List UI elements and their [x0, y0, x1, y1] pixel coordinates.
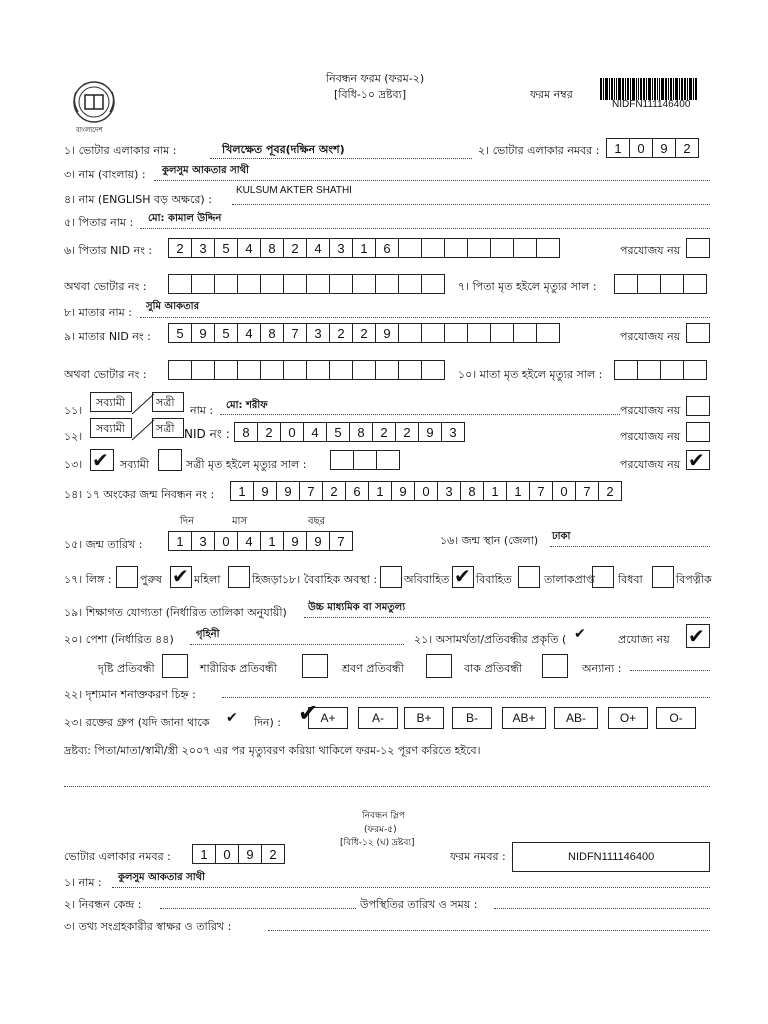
or-voter-no-label: অথবা ভোটার নং :	[64, 368, 147, 381]
digit-cell[interactable]: 3	[441, 422, 465, 442]
not-applicable-label: পরযোজয নয়	[620, 330, 681, 343]
q1-value[interactable]: খিলক্ষেত পূবর(দক্ষিন অংশ)	[222, 143, 345, 156]
hearing-disability-label: শ্রবণ প্রতিবন্ধী	[342, 662, 404, 675]
form-title: নিবন্ধন ফরম (ফরম-২)	[326, 72, 425, 85]
digit-cell[interactable]: 5	[168, 323, 192, 343]
q17-label: ১৭। লিঙ্গ :	[64, 573, 112, 586]
blood-group-option[interactable]: AB+	[502, 707, 546, 729]
emblem-logo	[64, 78, 124, 132]
digit-cell[interactable]: 8	[460, 481, 484, 501]
note-text: দ্রষ্টব্য: পিতা/মাতা/স্বামী/স্ত্রী ২০০৭ এর পর মৃত্যুবরণ করিয়া থাকিলে ফরম-১২ পূরণ করিতে হইবে।	[64, 744, 481, 757]
dob-digit[interactable]: 7	[329, 531, 353, 551]
male-checkbox[interactable]	[116, 566, 138, 588]
check-icon: ✔	[92, 448, 109, 472]
digit-cell[interactable]: 1	[368, 481, 392, 501]
digit-cell[interactable]: 8	[349, 422, 373, 442]
year-cell[interactable]	[660, 274, 684, 294]
year-cell[interactable]	[614, 274, 638, 294]
check-icon: ✔	[688, 624, 705, 648]
widow-checkbox[interactable]	[592, 566, 614, 588]
digit-cell[interactable]	[513, 238, 537, 258]
q23-tail: দিন) :	[254, 716, 281, 729]
slip-form-no: NIDFN111146400	[568, 851, 655, 863]
q2-label: ২। ভোটার এলাকার নমবর :	[478, 144, 600, 157]
logo-text: বাংলাদেশ	[76, 126, 103, 134]
digit-cell[interactable]	[421, 360, 445, 380]
female-label: মহিলা	[194, 573, 221, 586]
slip-name-value[interactable]: কুলসুম আকতার সাথী	[118, 872, 205, 883]
digit-cell[interactable]	[375, 274, 399, 294]
father-na-checkbox[interactable]	[686, 238, 710, 258]
digit-cell[interactable]: 7	[299, 481, 323, 501]
q5-value[interactable]: মো: কামাল উদ্দিন	[148, 213, 222, 224]
digit-cell[interactable]: 8	[234, 422, 258, 442]
divorced-checkbox[interactable]	[518, 566, 540, 588]
digit-cell[interactable]: 6	[375, 238, 399, 258]
slip-title: নিবন্ধন স্লিপ	[362, 811, 405, 821]
digit-cell[interactable]	[375, 360, 399, 380]
year-cell[interactable]	[637, 274, 661, 294]
digit-cell[interactable]: 2	[395, 422, 419, 442]
year-cell[interactable]	[637, 360, 661, 380]
physical-disability-checkbox[interactable]	[302, 654, 328, 678]
mother-nid-grid	[168, 323, 559, 343]
digit-cell[interactable]	[536, 238, 560, 258]
q16-value[interactable]: ঢাকা	[552, 531, 571, 542]
digit-cell[interactable]	[214, 274, 238, 294]
q22-label: ২২। দৃশ্যমান শনাক্তকরণ চিহ্ন :	[64, 688, 196, 701]
hijra-checkbox[interactable]	[228, 566, 250, 588]
digit-cell[interactable]	[467, 323, 491, 343]
digit-cell[interactable]	[260, 360, 284, 380]
digit-cell[interactable]	[490, 323, 514, 343]
q3-value[interactable]: কুলসুম আকতার সাথী	[162, 165, 249, 176]
digit-cell[interactable]	[329, 360, 353, 380]
speech-disability-checkbox[interactable]	[542, 654, 568, 678]
q19-value[interactable]: উচ্চ মাধ্যমিক বা সমতুল্য	[308, 602, 406, 613]
dob-day-label: দিন	[180, 516, 195, 527]
other-disability-label: অন্যান্য :	[582, 662, 622, 675]
father-death-year-grid	[614, 274, 706, 294]
digit-cell[interactable]: 2	[257, 422, 281, 442]
digit-cell[interactable]: 2	[598, 481, 622, 501]
physical-disability-label: শারীরিক প্রতিবন্ধী	[200, 662, 277, 675]
widower-checkbox[interactable]	[652, 566, 674, 588]
slip-form-no-label: ফরম নমবর :	[450, 850, 506, 863]
digit-cell[interactable]: 5	[214, 323, 238, 343]
check-icon: ✔	[454, 564, 471, 588]
digit-cell[interactable]	[398, 323, 422, 343]
digit-cell[interactable]	[191, 274, 215, 294]
digit-cell[interactable]: 0	[552, 481, 576, 501]
mother-voter-grid	[168, 360, 444, 380]
digit-cell[interactable]	[467, 238, 491, 258]
slip-form: (ফরম-৫)	[364, 825, 397, 835]
digit-cell[interactable]	[168, 360, 192, 380]
dob-year-label: বছর	[308, 516, 326, 527]
not-applicable-label: পরযোজয নয়	[620, 404, 681, 417]
mother-na-checkbox[interactable]	[686, 323, 710, 343]
not-applicable-label: পরযোজয নয়	[620, 244, 681, 257]
q21-na-label: প্রযোজ্য নয়	[618, 633, 670, 646]
q20-value[interactable]: গৃহিনী	[196, 629, 220, 640]
q21-label: ২১। অসামর্থতা/প্রতিবন্ধীর প্রকৃতি (	[414, 633, 567, 646]
wife-label: সত্রী	[156, 396, 175, 409]
check-icon: ✔	[298, 699, 319, 727]
digit-cell[interactable]: 2	[372, 422, 396, 442]
digit-cell[interactable]: 1	[230, 481, 254, 501]
husband-label: সব্যামী	[96, 396, 126, 409]
slip-rule: [বিধি-১২ (ঘ) দ্রষ্টব্য]	[340, 838, 415, 848]
q13-husband-label: সব্যামী	[120, 458, 150, 471]
form-number-label: ফরম নম্বর	[530, 88, 573, 101]
blood-group-option[interactable]: B-	[452, 707, 492, 729]
digit-cell[interactable]	[398, 238, 422, 258]
or-voter-no-label: অথবা ভোটার নং :	[64, 280, 147, 293]
q1-label: ১। ভোটার এলাকার নাম :	[64, 144, 177, 157]
slip-name-label: ১। নাম :	[64, 876, 102, 889]
dob-digit[interactable]: 9	[283, 531, 307, 551]
digit-cell[interactable]	[283, 274, 307, 294]
digit-cell[interactable]	[490, 238, 514, 258]
q5-label: ৫। পিতার নাম :	[64, 216, 134, 229]
year-cell[interactable]	[376, 450, 400, 470]
area-digit[interactable]: 1	[192, 844, 216, 864]
q11-value[interactable]: মো: শরীফ	[226, 400, 268, 411]
digit-cell[interactable]: 2	[322, 481, 346, 501]
digit-cell[interactable]	[421, 274, 445, 294]
digit-cell[interactable]	[329, 274, 353, 294]
q18-label: ১৮। বৈবাহিক অবস্থা :	[282, 573, 378, 586]
digit-cell[interactable]: 5	[326, 422, 350, 442]
digit-cell[interactable]: 9	[276, 481, 300, 501]
barcode-text: NIDFN111146400	[612, 99, 691, 110]
digit-cell[interactable]: 2	[283, 238, 307, 258]
digit-cell[interactable]	[352, 274, 376, 294]
not-applicable-label: পরযোজয নয়	[620, 430, 681, 443]
digit-cell[interactable]	[444, 323, 468, 343]
dob-digit[interactable]: 9	[306, 531, 330, 551]
married-label: বিবাহিত	[476, 573, 512, 586]
spouse-nid-grid	[234, 422, 464, 442]
q12-label: ১২।	[64, 430, 83, 443]
digit-cell[interactable]	[214, 360, 238, 380]
digit-cell[interactable]: 9	[375, 323, 399, 343]
visual-disability-label: দৃষ্টি প্রতিবন্ধী	[98, 662, 155, 675]
husband-label: সব্যামী	[96, 422, 126, 435]
digit-cell[interactable]	[168, 274, 192, 294]
q23-label: ২৩। রক্তের গ্রুপ (যদি জানা থাকে	[64, 716, 210, 729]
digit-cell[interactable]: 7	[529, 481, 553, 501]
area-number-grid	[606, 138, 698, 158]
digit-cell[interactable]	[536, 323, 560, 343]
hearing-disability-checkbox[interactable]	[426, 654, 452, 678]
unmarried-label: অবিবাহিত	[404, 573, 450, 586]
digit-cell[interactable]: 1	[506, 481, 530, 501]
digit-cell[interactable]: 4	[237, 238, 261, 258]
wife-label: সত্রী	[156, 422, 175, 435]
visual-disability-checkbox[interactable]	[162, 654, 188, 678]
dob-grid	[168, 531, 352, 551]
speech-disability-label: বাক প্রতিবন্ধী	[464, 662, 523, 675]
digit-cell[interactable]: 1	[483, 481, 507, 501]
digit-cell[interactable]: 9	[253, 481, 277, 501]
slip-area-grid	[192, 844, 284, 864]
digit-cell[interactable]	[513, 323, 537, 343]
q15-label: ১৫। জন্ম তারিখ :	[64, 538, 143, 551]
q11-label: ১১।	[64, 404, 83, 417]
digit-cell[interactable]: 5	[214, 238, 238, 258]
name-label: নাম :	[190, 404, 214, 417]
q4-label: ৪। নাম (ENGLISH বড় অক্ষরে) :	[64, 193, 212, 206]
dob-digit[interactable]: 1	[168, 531, 192, 551]
dob-digit[interactable]: 3	[191, 531, 215, 551]
dob-digit[interactable]: 0	[214, 531, 238, 551]
digit-cell[interactable]: 9	[191, 323, 215, 343]
digit-cell[interactable]: 3	[306, 323, 330, 343]
digit-cell[interactable]	[421, 323, 445, 343]
not-applicable-label: পরযোজয নয়	[620, 458, 681, 471]
year-cell[interactable]	[614, 360, 638, 380]
area-digit[interactable]: 0	[629, 138, 653, 158]
digit-cell[interactable]	[237, 274, 261, 294]
father-nid-grid	[168, 238, 559, 258]
digit-cell[interactable]: 3	[329, 238, 353, 258]
digit-cell[interactable]: 9	[418, 422, 442, 442]
digit-cell[interactable]: 6	[345, 481, 369, 501]
blood-group-option[interactable]: A+	[308, 707, 348, 729]
blood-group-option[interactable]: AB-	[554, 707, 598, 729]
digit-cell[interactable]	[352, 360, 376, 380]
year-cell[interactable]	[683, 274, 707, 294]
digit-cell[interactable]: 2	[168, 238, 192, 258]
year-cell[interactable]	[353, 450, 377, 470]
barcode	[600, 78, 715, 100]
mother-death-year-grid	[614, 360, 706, 380]
check-icon: ✔	[172, 564, 189, 588]
q14-label: ১৪। ১৭ অংকের জন্ম নিবন্ধন নং :	[64, 488, 215, 501]
q3-label: ৩। নাম (বাংলায়) :	[64, 168, 146, 181]
birth-reg-grid	[230, 481, 621, 501]
spouse-na-checkbox[interactable]	[686, 396, 710, 416]
area-digit[interactable]: 2	[261, 844, 285, 864]
digit-cell[interactable]	[306, 274, 330, 294]
digit-cell[interactable]: 2	[352, 323, 376, 343]
spouse-death-year-grid	[330, 450, 399, 470]
year-cell[interactable]	[683, 360, 707, 380]
year-cell[interactable]	[660, 360, 684, 380]
spouse-nid-na-checkbox[interactable]	[686, 422, 710, 442]
digit-cell[interactable]	[237, 360, 261, 380]
digit-cell[interactable]	[398, 274, 422, 294]
digit-cell[interactable]	[260, 274, 284, 294]
q19-label: ১৯। শিক্ষাগত যোগ্যতা (নির্ধারিত তালিকা অনুযায়ী)	[64, 606, 287, 619]
check-icon: ✔	[688, 448, 705, 472]
q13-text: সত্রী মৃত হইলে মৃত্যুর সাল :	[186, 458, 307, 471]
dob-digit[interactable]: 1	[260, 531, 284, 551]
q13-label: ১৩।	[64, 458, 83, 471]
q16-label: ১৬। জন্ম স্থান (জেলা)	[440, 534, 539, 547]
q6-label: ৬। পিতার NID নং :	[64, 244, 153, 257]
digit-cell[interactable]: 2	[329, 323, 353, 343]
area-digit[interactable]: 2	[675, 138, 699, 158]
male-label: পুরুষ	[140, 573, 162, 586]
year-cell[interactable]	[330, 450, 354, 470]
father-voter-grid	[168, 274, 444, 294]
slip-sign-label: ৩। তথ্য সংগ্রহকারীর স্বাক্ষর ও তারিখ :	[64, 920, 232, 933]
digit-cell[interactable]: 8	[260, 323, 284, 343]
blood-group-option[interactable]: B+	[404, 707, 444, 729]
digit-cell[interactable]: 0	[414, 481, 438, 501]
area-digit[interactable]: 1	[606, 138, 630, 158]
slip-presence-label: উপস্থিতির তারিখ ও সময় :	[360, 898, 478, 911]
area-digit[interactable]: 9	[238, 844, 262, 864]
digit-cell[interactable]: 3	[437, 481, 461, 501]
digit-cell[interactable]	[191, 360, 215, 380]
digit-cell[interactable]: 4	[237, 323, 261, 343]
digit-cell[interactable]: 9	[391, 481, 415, 501]
digit-cell[interactable]: 3	[191, 238, 215, 258]
widower-label: বিপত্নীক	[676, 573, 712, 586]
slip-center-label: ২। নিবন্ধন কেন্দ্র :	[64, 898, 142, 911]
digit-cell[interactable]	[306, 360, 330, 380]
area-digit[interactable]: 0	[215, 844, 239, 864]
q8-value[interactable]: সুমি আকতার	[146, 301, 200, 312]
q13-wife-checkbox[interactable]	[158, 449, 182, 471]
blood-group-option[interactable]: O+	[608, 707, 648, 729]
q20-label: ২০। পেশা (নির্ধারিত ৪৪)	[64, 633, 174, 646]
check-icon: ✔	[574, 626, 586, 642]
digit-cell[interactable]: 1	[352, 238, 376, 258]
digit-cell[interactable]: 4	[306, 238, 330, 258]
digit-cell[interactable]: 0	[280, 422, 304, 442]
area-digit[interactable]: 9	[652, 138, 676, 158]
blood-group-option[interactable]: A-	[358, 707, 398, 729]
divorced-label: তালাকপ্রাপ্ত	[544, 573, 595, 586]
widow-label: বিধবা	[618, 573, 643, 586]
q4-value[interactable]: KULSUM AKTER SHATHI	[236, 185, 352, 196]
digit-cell[interactable]	[398, 360, 422, 380]
digit-cell[interactable]: 8	[260, 238, 284, 258]
hijra-label: হিজড়া	[252, 573, 282, 586]
form-subtitle: [বিধি-১০ দ্রষ্টব্য]	[334, 88, 407, 101]
digit-cell[interactable]: 4	[303, 422, 327, 442]
slip-area-label: ভোটার এলাকার নমবর :	[64, 850, 171, 863]
blood-group-option[interactable]: O-	[656, 707, 696, 729]
unmarried-checkbox[interactable]	[380, 566, 402, 588]
check-icon: ✔	[226, 710, 238, 726]
dob-month-label: মাস	[232, 516, 248, 527]
q9-label: ৯। মাতার NID নং :	[64, 330, 151, 343]
digit-cell[interactable]: 7	[575, 481, 599, 501]
nid-label: NID নং :	[184, 427, 230, 441]
q8-label: ৮। মাতার নাম :	[64, 306, 132, 319]
digit-cell[interactable]	[421, 238, 445, 258]
dob-digit[interactable]: 4	[237, 531, 261, 551]
q7-label: ৭। পিতা মৃত হইলে মৃত্যুর সাল :	[458, 280, 597, 293]
q10-label: ১০। মাতা মৃত হইলে মৃত্যুর সাল :	[458, 368, 603, 381]
digit-cell[interactable]: 7	[283, 323, 307, 343]
digit-cell[interactable]	[283, 360, 307, 380]
digit-cell[interactable]	[444, 238, 468, 258]
